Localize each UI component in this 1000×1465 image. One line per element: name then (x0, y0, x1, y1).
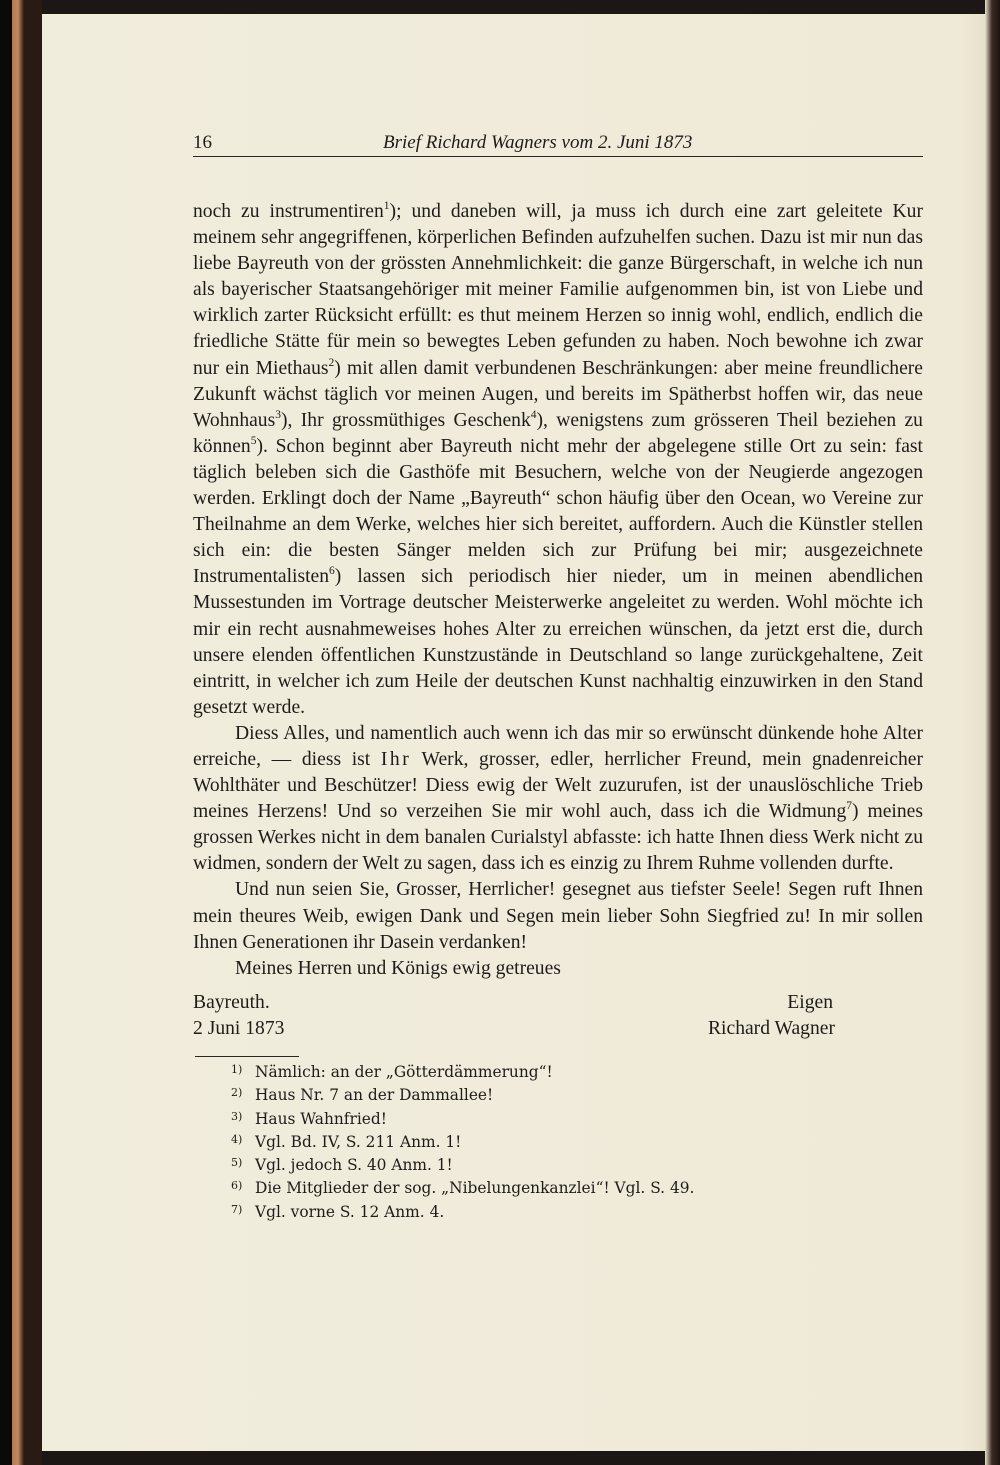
footnote-mark: 3) (231, 1109, 243, 1123)
footnote-ref: 5 (250, 434, 257, 447)
emphasized-text: Ihr (380, 748, 412, 770)
footnotes (193, 1061, 923, 1224)
letter-body (193, 199, 923, 956)
page-number: 16 (193, 132, 212, 153)
closing-row-1 (193, 990, 923, 1016)
footnote-mark: 4) (231, 1132, 243, 1146)
paragraph (193, 199, 923, 721)
text-run: Werk, grosser, edler, herrlicher Freund, mein gnadenreicher Wohlthäter und Beschützer! Diess ewig der Welt zuzurufen, ist der unauslöschliche Trieb meines Herzens! Und so verzeihen Sie mir wohl auch, dass ich die Widmung (193, 748, 923, 823)
closing-block (193, 956, 923, 1042)
footnote (231, 1154, 923, 1177)
footnote-ref: 1 (383, 200, 390, 212)
text-run: ) meines grossen Werkes nicht in dem banalen Curialstyl abfasste: ich hatte Ihnen diess Werk nicht zu widmen, sondern der Welt zu sagen, dass ich es einzig zu Ihrem Ruhme vollenden durfte. (193, 801, 923, 875)
footnote-text: Die Mitglieder der sog. „Nibelungenkanzlei“! Vgl. S. 49. (255, 1179, 695, 1198)
page-content (193, 128, 923, 1224)
running-head (193, 128, 923, 157)
footnote-mark: 1) (231, 1063, 243, 1076)
footnote-ref: 4 (530, 408, 537, 421)
footnote-text: Haus Wahnfried! (255, 1109, 387, 1128)
footnote-text: Vgl. Bd. IV, S. 211 Anm. 1! (255, 1132, 462, 1151)
footnote-text: Nämlich: an der „Götterdämmerung“! (255, 1063, 553, 1081)
signature: Richard Wagner (707, 1017, 835, 1039)
text-run: Diess Alles, und namentlich auch wenn ich das mir so erwünscht dünkende hohe Alter erreiche, — diess ist (193, 722, 923, 770)
footnote-mark: 7) (231, 1202, 243, 1216)
footnote-ref: 2 (328, 356, 335, 369)
footnote-ref: 3 (275, 408, 281, 421)
text-run: Und nun seien Sie, Grosser, Herrlicher! gesegnet aus tiefster Seele! Segen ruft Ihnen mein theures Weib, ewigen Dank und Segen mein lieber Sohn Siegfried zu! In mir sollen Ihnen Generationen ihr Dasein verdanken! (193, 879, 923, 953)
footnote-mark: 2) (231, 1086, 243, 1100)
text-run: noch zu instrumentiren (193, 201, 384, 222)
footnote (231, 1108, 923, 1131)
footnote-mark: 5) (231, 1156, 243, 1170)
text-run: ) lassen sich periodisch hier nieder, um in meinen abendlichen Mussestunden im Vortrage deutscher Meisterwerke angeleitet zu werden. Wohl möchte ich mir ein recht ausnahmeweises hohes Alter zu erreichen wünschen, da jetzt erst die, durch unsere elenden öffentlichen Kunstzustände in Deutschland so lange zurückgehaltene, Zeit eintritt, in welcher ich zum Heile der deutschen Kunst nachhaltig einzuwirken in den Stand gesetzt werde. (193, 566, 923, 718)
footnote (231, 1061, 923, 1084)
footnote (231, 1084, 923, 1107)
text-run: ); und daneben will, ja muss ich durch eine zart geleitete Kur meinem sehr angegriffenen, körperlichen Befinden aufzuhelfen suchen. Dazu ist mir nun das liebe Bayreuth von der grössten Annehmlichkeit: die ganze Bürgerschaft, in welche ich nun als bayerischer Staatsangehöriger mit meiner Familie aufgenommen bin, ist von Liebe und wirklich zarter Rücksicht erfüllt: es thut meinem Herzen so innig wohl, endlich, endlich die friedliche Stätte für mein so bewegtes Leben gefunden zu haben. Noch bewohne ich zwar nur ein Miethaus (193, 201, 924, 379)
text-run: ), Ihr grossmüthiges Geschenk (280, 409, 531, 431)
footnote (231, 1177, 923, 1200)
footnote-ref: 7 (846, 800, 852, 813)
paragraph (193, 721, 923, 878)
footnote (231, 1201, 923, 1224)
footnote-text: Vgl. vorne S. 12 Anm. 4. (255, 1202, 445, 1221)
closing-eigen: Eigen (787, 991, 833, 1013)
closing-date: 2 Juni 1873 (193, 1017, 285, 1039)
closing-row-2 (193, 1016, 923, 1042)
running-title: Brief Richard Wagners vom 2. Juni 1873 (383, 132, 693, 153)
text-run: ), wenigstens zum grösseren Theil beziehen zu können (193, 409, 923, 457)
text-run: ). Schon beginnt aber Bayreuth nicht mehr der abgelegene stille Ort zu sein: fast täglich beleben sich die Gasthöfe mit Besuchern, welche von der Neugierde angezogen werden. Erklingt doch der Name „Bayreuth“ schon häufig über den Ocean, wo Vereine zur Theilnahme an dem Werke, welches hier sich bereitet, auffordern. Auch die Künstler stellen sich ein: die besten Sänger melden sich zur Prüfung bei mir; ausgezeichnete Instrumentalisten (193, 435, 923, 588)
closing-place: Bayreuth. (193, 991, 270, 1013)
closing-salutation: Meines Herren und Königs ewig getreues (235, 957, 561, 979)
footnote-text: Vgl. jedoch S. 40 Anm. 1! (255, 1156, 453, 1175)
footnote (231, 1131, 923, 1154)
footnote-rule (195, 1056, 299, 1057)
footnote-ref: 6 (329, 565, 335, 578)
footnote-mark: 6) (231, 1179, 243, 1193)
paragraph (193, 877, 923, 955)
text-run: ) mit allen damit verbundenen Beschränkungen: aber meine freundlichere Zukunft wächst täglich vor meinen Augen, und bereits im Spätherbst hoffen wir, das neue Wohnhaus (193, 357, 923, 431)
footnote-text: Haus Nr. 7 an der Dammallee! (255, 1086, 494, 1105)
